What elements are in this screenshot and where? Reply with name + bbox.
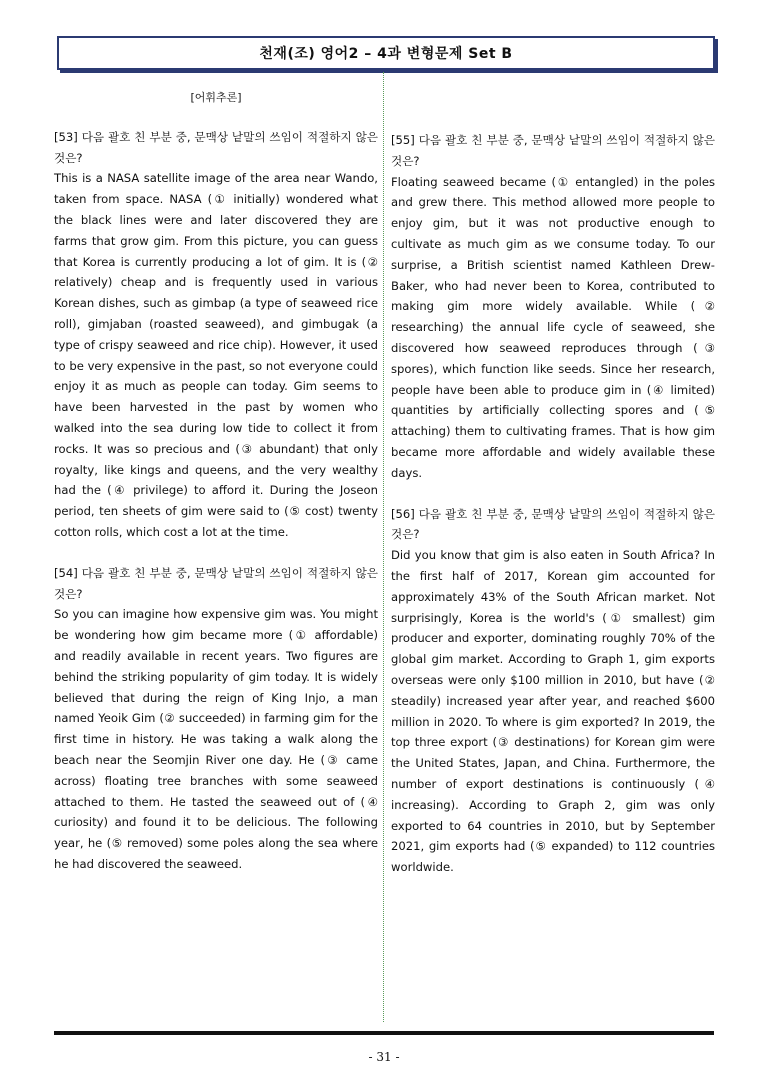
question-passage: Did you know that gim is also eaten in South Africa? In the first half of 2017, Korean gim accounted for approximately 43% of the South African market. Not surprisingly, Korea is the world's (① smallest) gim producer and exporter, dominating roughly 70% of the global gim market. According to Graph 1, gim exports overseas were only $100 million in 2010, but have (② steadily) increased year after year, and reached $600 million in 2020. To where is gim exported? In 2019, the top three export (③ destinations) for Korean gim were the United States, Japan, and China. Furthermore, the number of export destinations is continuously (④ increasing). According to Graph 2, gim was only exported to 64 countries in 2010, but by September 2021, gim exports had (⑤ expanded) to 112 countries worldwide. [391,548,715,875]
column-divider [383,72,384,1022]
question-passage: So you can imagine how expensive gim was. You might be wondering how gim became more (① affordable) and readily available in recent years. Two figures are behind the striking popularity of gim today. It is widely believed that during the reign of King Injo, a man named Yeoik Gim (② succeeded) in farming gim for the first time in history. He was taking a walk along the beach near the Seomjin River one day. He (③ came across) floating tree branches with some seaweed attached to them. He tasted the seaweed out of (④ curiosity) and found it to be delicious. The following year, he (⑤ removed) some poles along the sea where he had discovered the seaweed. [54,607,378,871]
question-53 [54,127,378,543]
page-number: - 31 - [368,1050,400,1064]
question-passage: This is a NASA satellite image of the area near Wando, taken from space. NASA (① initially) wondered what the black lines were and later discovered they are farms that grow gim. From this picture, you can guess that Korea is currently producing a lot of gim. It is (② relatively) cheap and is frequently used in various Korean dishes, such as gimbap (a type of seaweed rice roll), gimjaban (roasted seaweed), and gimbugak (a type of crispy seaweed and rice chip). However, it used to be very expensive in the past, so not everyone could enjoy it as much as people can today. Gim seems to have been harvested in the past by women who walked into the sea during low tide to collect it from rocks. It was so precious and (③ abundant) that only royalty, like kings and queens, and the very wealthy had the (④ privilege) to afford it. During the Joseon period, ten sheets of gim were said to (⑤ cost) twenty cotton rolls, which cost a lot at the time. [54,171,378,539]
question-title: [54] 다음 괄호 친 부분 중, 문맥상 낱말의 쓰임이 적절하지 않은 것은? [54,565,378,601]
question-passage: Floating seaweed became (① entangled) in the poles and grew there. This method allowed more people to enjoy gim, but it was not productive enough to cultivate as much gim as we consume today. To our surprise, a British scientist named Kathleen Drew-Baker, who had never been to Korea, contributed to making gim more widely available. While (② researching) the annual life cycle of seaweed, she discovered how seaweed reproduces through (③ spores), which function like seeds. Since her research, people have been able to produce gim in (④ limited) quantities by artificially collecting spores and (⑤ attaching) them to cultivating frames. That is how gim became more affordable and widely available these days. [391,174,715,480]
right-column [391,130,715,898]
left-column [54,88,378,895]
question-title: [55] 다음 괄호 친 부분 중, 문맥상 낱말의 쓰임이 적절하지 않은 것은? [391,133,715,168]
question-title: [56] 다음 괄호 친 부분 중, 문맥상 낱말의 쓰임이 적절하지 않은 것은? [391,506,715,542]
page-title: 천재(조) 영어2 – 4과 변형문제 Set B [259,46,513,62]
question-55 [391,130,715,484]
question-title: [53] 다음 괄호 친 부분 중, 문맥상 낱말의 쓰임이 적절하지 않은 것은? [54,129,378,165]
question-54 [54,563,378,875]
footer-rule [54,1031,714,1035]
page-title-box [57,36,715,70]
question-56 [391,504,715,878]
section-heading: [어휘추론] [190,91,242,104]
